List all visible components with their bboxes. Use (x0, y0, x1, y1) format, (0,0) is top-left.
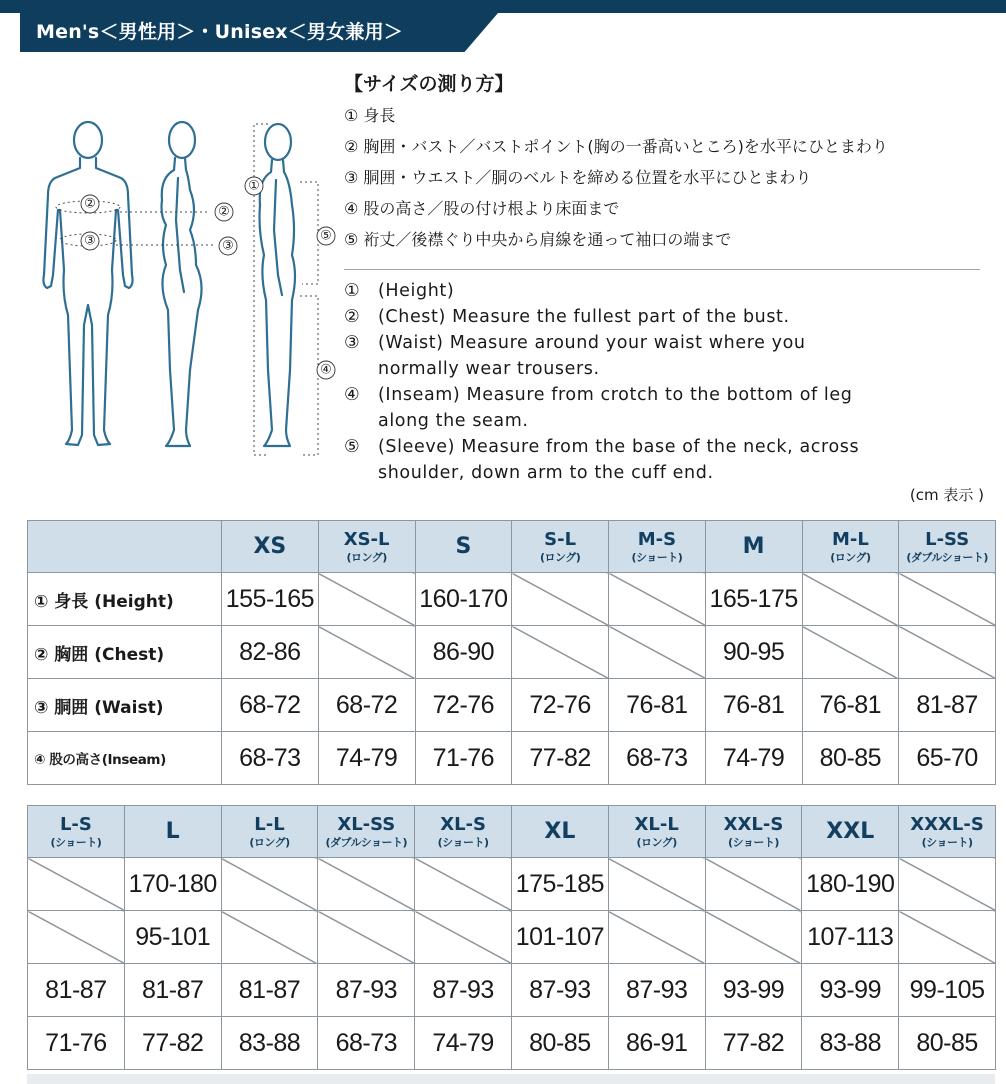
size-header-cell (609, 521, 706, 573)
not-available-cell (705, 911, 802, 964)
not-available-cell (899, 573, 996, 626)
not-available-cell (221, 911, 318, 964)
guide-title: 【サイズの測り方】 (344, 73, 514, 95)
size-value-cell: 93-99 (705, 964, 802, 1017)
side-female-figure (162, 122, 202, 446)
size-header-cell (705, 521, 802, 573)
size-value-cell: 72-76 (512, 679, 609, 732)
inseam-guide-line (300, 296, 318, 455)
size-value-cell: 180-190 (802, 858, 899, 911)
size-header-cell (802, 806, 899, 858)
not-available-cell (318, 858, 415, 911)
guide-jp-chest: ② 胸囲・バスト／バストポイント(胸の一番高いところ)を水平にひとまわり (344, 137, 888, 156)
table-row (28, 964, 996, 1017)
size-value-cell: 81-87 (221, 964, 318, 1017)
size-value-cell: 101-107 (511, 911, 608, 964)
row-label: ① 身長 (Height) (28, 573, 222, 626)
size-header-cell (512, 521, 609, 573)
not-available-cell (415, 911, 512, 964)
marker-waist-front: ③ (84, 233, 96, 249)
not-available-cell (512, 573, 609, 626)
marker-sleeve: ⑤ (320, 228, 332, 244)
not-available-cell (318, 573, 415, 626)
not-available-cell (802, 573, 899, 626)
size-header-label: M (742, 533, 765, 559)
marker-waist-side: ③ (222, 238, 234, 254)
unit-note: (cm 表示 ) (909, 486, 984, 504)
size-header-label: M-L (831, 528, 869, 550)
size-header-cell (802, 521, 899, 573)
guide-jp-inseam: ④ 股の高さ／股の付け根より床面まで (344, 199, 620, 218)
size-value-cell: 83-88 (802, 1017, 899, 1070)
row-label: ② 胸囲 (Chest) (28, 626, 222, 679)
size-value-cell: 99-105 (899, 964, 996, 1017)
size-header-label: XL-S (440, 813, 486, 835)
size-header-sublabel: (ロング) (636, 835, 677, 849)
not-available-cell (318, 911, 415, 964)
row-label: ③ 胴囲 (Waist) (28, 679, 222, 732)
size-value-cell: 170-180 (124, 858, 221, 911)
size-header-label: L-SS (925, 528, 970, 550)
size-value-cell: 83-88 (221, 1017, 318, 1070)
size-header-sublabel: (ショート) (728, 835, 779, 849)
size-value-cell: 87-93 (608, 964, 705, 1017)
not-available-cell (608, 858, 705, 911)
size-value-cell: 87-93 (511, 964, 608, 1017)
table-row (28, 911, 996, 964)
size-value-cell: 68-72 (318, 679, 415, 732)
size-value-cell: 77-82 (512, 732, 609, 785)
size-header-cell (511, 806, 608, 858)
size-header-cell (608, 806, 705, 858)
size-header-cell (318, 806, 415, 858)
size-header-cell (318, 521, 415, 573)
not-available-cell (318, 626, 415, 679)
size-header-sublabel: (ロング) (539, 550, 581, 564)
size-header-cell (221, 806, 318, 858)
size-value-cell: 72-76 (415, 679, 512, 732)
not-available-cell (221, 858, 318, 911)
table-row (28, 1017, 996, 1070)
guide-jp-sleeve: ⑤ 裄丈／後襟ぐり中央から肩線を通って袖口の端まで (344, 230, 732, 249)
guide-jp-waist: ③ 胴囲・ウエスト／胴のベルトを締める位置を水平にひとまわり (344, 168, 812, 187)
measurement-guide (344, 68, 994, 486)
size-header-sublabel: (ロング) (830, 550, 871, 564)
size-value-cell: 74-79 (318, 732, 415, 785)
not-available-cell (899, 626, 996, 679)
table-row (28, 732, 996, 785)
size-header-cell (28, 806, 125, 858)
not-available-cell (512, 626, 609, 679)
size-value-cell: 93-99 (802, 964, 899, 1017)
size-value-cell: 68-73 (609, 732, 706, 785)
table-row (28, 573, 996, 626)
size-value-cell: 95-101 (124, 911, 221, 964)
size-value-cell: 87-93 (318, 964, 415, 1017)
header-bar (0, 0, 1006, 52)
marker-chest-front: ② (84, 196, 96, 212)
size-value-cell: 76-81 (609, 679, 706, 732)
marker-inseam: ④ (320, 362, 332, 378)
size-value-cell: 74-79 (415, 1017, 512, 1070)
size-value-cell: 81-87 (28, 964, 125, 1017)
size-table-1 (27, 520, 996, 785)
header-strip (0, 0, 1006, 13)
size-value-cell: 81-87 (124, 964, 221, 1017)
sleeve-guide-line (300, 182, 318, 284)
size-header-sublabel: (ショート) (437, 835, 489, 849)
size-header-label: XL-SS (337, 813, 396, 835)
size-value-cell: 65-70 (899, 732, 996, 785)
size-value-cell: 77-82 (124, 1017, 221, 1070)
size-header-cell (415, 806, 512, 858)
front-body-figure (43, 122, 132, 445)
size-header-label: XL (544, 818, 576, 844)
not-available-cell (899, 911, 996, 964)
size-header-label: L-L (254, 813, 285, 835)
size-value-cell: 76-81 (802, 679, 899, 732)
guide-en-chest: ② (Chest) Measure the fullest part of the bust. (344, 307, 790, 327)
not-available-cell (899, 858, 996, 911)
marker-height: ① (248, 178, 260, 194)
marker-chest-side: ② (218, 204, 230, 220)
size-header-cell (899, 806, 996, 858)
table-corner-cell (28, 521, 222, 573)
not-available-cell (28, 911, 125, 964)
size-header-label: XXL-S (723, 813, 784, 835)
size-header-label: XS-L (343, 528, 390, 550)
size-value-cell: 71-76 (415, 732, 512, 785)
size-header-label: XS (253, 533, 287, 559)
not-available-cell (609, 626, 706, 679)
size-header-cell (415, 521, 512, 573)
size-value-cell: 74-79 (705, 732, 802, 785)
size-value-cell: 90-95 (705, 626, 802, 679)
size-value-cell: 77-82 (705, 1017, 802, 1070)
size-header-cell (222, 521, 319, 573)
table-row (28, 679, 996, 732)
row-label: ④ 股の高さ(Inseam) (28, 732, 222, 785)
not-available-cell (705, 858, 802, 911)
guide-en-waist: ③ (Waist) Measure around your waist where you normally wear trousers. (344, 333, 806, 379)
size-value-cell: 80-85 (511, 1017, 608, 1070)
guide-en-inseam: ④ (Inseam) Measure from crotch to the bottom of leg along the seam. (344, 385, 853, 431)
size-header-label: L-S (59, 813, 92, 835)
size-value-cell: 86-91 (608, 1017, 705, 1070)
side-male-figure (260, 124, 296, 446)
size-header-cell (705, 806, 802, 858)
size-value-cell: 71-76 (28, 1017, 125, 1070)
not-available-cell (609, 573, 706, 626)
size-value-cell: 155-165 (222, 573, 319, 626)
size-value-cell: 82-86 (222, 626, 319, 679)
measurement-figures (20, 70, 340, 470)
size-header-label: S-L (544, 528, 577, 550)
page-title: Men's＜男性用＞・Unisex＜男女兼用＞ (36, 21, 403, 43)
size-value-cell: 107-113 (802, 911, 899, 964)
bottom-strip (27, 1074, 995, 1084)
size-value-cell: 68-72 (222, 679, 319, 732)
size-value-cell: 165-175 (705, 573, 802, 626)
size-table-2 (27, 805, 996, 1070)
guide-en-height: ① (Height) (344, 281, 455, 301)
size-header-label: XL-L (634, 813, 679, 835)
size-value-cell: 76-81 (705, 679, 802, 732)
size-header-sublabel: (ロング) (346, 550, 387, 564)
not-available-cell (28, 858, 125, 911)
size-header-sublabel: (ダブルショート) (325, 835, 408, 849)
size-header-label: M-S (637, 528, 677, 550)
not-available-cell (802, 626, 899, 679)
guide-jp-height: ① 身長 (344, 106, 396, 125)
size-value-cell: 80-85 (802, 732, 899, 785)
guide-en-sleeve: ⑤ (Sleeve) Measure from the base of the neck, across shoulder, down arm to the cuff end. (344, 437, 860, 483)
size-header-sublabel: (ロング) (249, 835, 290, 849)
size-value-cell: 81-87 (899, 679, 996, 732)
size-header-cell (124, 806, 221, 858)
size-value-cell: 175-185 (511, 858, 608, 911)
size-header-label: XXXL-S (910, 813, 984, 835)
size-header-cell (899, 521, 996, 573)
not-available-cell (608, 911, 705, 964)
table-row (28, 858, 996, 911)
not-available-cell (415, 858, 512, 911)
size-header-sublabel: (ダブルショート) (906, 550, 988, 564)
size-header-label: XXL (826, 818, 875, 844)
size-header-sublabel: (ショート) (50, 835, 102, 849)
height-guide-line (254, 124, 268, 455)
size-value-cell: 68-73 (318, 1017, 415, 1070)
guide-divider (344, 269, 980, 270)
size-value-cell: 86-90 (415, 626, 512, 679)
size-value-cell: 160-170 (415, 573, 512, 626)
size-header-sublabel: (ショート) (631, 550, 683, 564)
size-header-label: L (165, 818, 180, 844)
size-value-cell: 80-85 (899, 1017, 996, 1070)
size-header-sublabel: (ショート) (921, 835, 973, 849)
size-value-cell: 68-73 (222, 732, 319, 785)
table-row (28, 626, 996, 679)
size-header-label: S (455, 533, 472, 559)
size-value-cell: 87-93 (415, 964, 512, 1017)
